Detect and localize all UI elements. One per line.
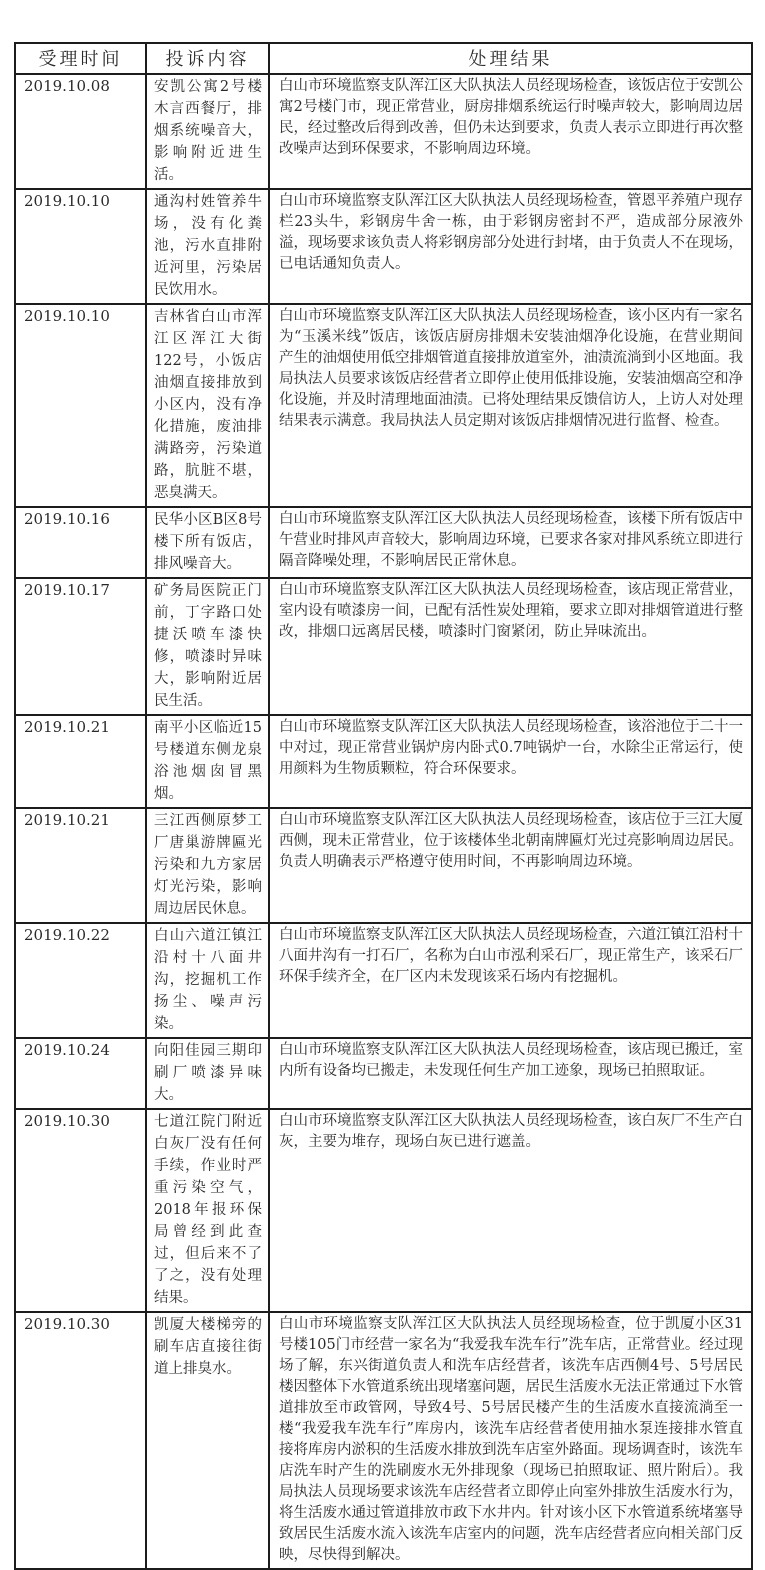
cell-result-text: 白山市环境监察支队浑江区大队执法人员经现场检查，管恩平养殖户现存栏23头牛，彩钢房牛舍一栋，由于彩钢房密封不严，造成部分尿液外溢，现场要求该负责人将彩钢房部分处进行封堵，由于负责人不在现场，已电话通知负责人。 xyxy=(269,189,752,304)
cell-complaint-text: 安凯公寓2号楼木言西餐厅，排烟系统噪音大，影响附近进生活。 xyxy=(146,74,269,189)
cell-complaint-text: 通沟村姓管养牛场，没有化粪池，污水直排附近河里，污染居民饮用水。 xyxy=(146,189,269,304)
table-body xyxy=(15,74,752,1569)
cell-accept-date: 2019.10.10 xyxy=(15,189,146,304)
cell-complaint-text: 白山六道江镇江沿村十八面井沟，挖掘机工作扬尘、噪声污染。 xyxy=(146,923,269,1038)
table-row xyxy=(15,1109,752,1312)
cell-result-text: 白山市环境监察支队浑江区大队执法人员经现场检查，位于凯厦小区31号楼105门市经营一家名为“我爱我车洗车行”洗车店，正常营业。经过现场了解，东兴街道负责人和洗车店经营者，该洗车店西侧4号、5号居民楼因整体下水管道系统出现堵塞问题，居民生活废水无法正常通过下水管道排放至市政管网，导致4号、5号居民楼产生的生活废水直接流淌至一楼“我爱我车洗车行”库房内，该洗车店经营者使用抽水泵连接排水管直接将库房内淤积的生活废水排放到洗车店室外路面。现场调查时，该洗车店洗车时产生的洗刷废水无外排现象（现场已拍照取证、照片附后）。我局执法人员现场要求该洗车店经营者立即停止向室外排放生活废水行为，将生活废水通过管道排放市政下水井内。针对该小区下水管道系统堵塞导致居民生活废水流入该洗车店室内的问题，洗车店经营者应向相关部门反映，尽快得到解决。 xyxy=(269,1312,752,1569)
header-handling-result: 处理结果 xyxy=(269,43,752,74)
table-row xyxy=(15,808,752,923)
table-header-row xyxy=(15,43,752,74)
cell-accept-date: 2019.10.08 xyxy=(15,74,146,189)
cell-accept-date: 2019.10.21 xyxy=(15,808,146,923)
cell-complaint-text: 矿务局医院正门前，丁字路口处捷沃喷车漆快修，喷漆时异味大，影响附近居民生活。 xyxy=(146,578,269,715)
table-row xyxy=(15,715,752,808)
header-complaint-content: 投诉内容 xyxy=(146,43,269,74)
table-row xyxy=(15,578,752,715)
table-row xyxy=(15,304,752,507)
cell-accept-date: 2019.10.30 xyxy=(15,1109,146,1312)
cell-complaint-text: 七道江院门附近白灰厂没有任何手续，作业时严重污染空气，2018年报环保局曾经到此查过，但后来不了了之，没有处理结果。 xyxy=(146,1109,269,1312)
cell-complaint-text: 凯厦大楼梯旁的刷车店直接往街道上排臭水。 xyxy=(146,1312,269,1569)
table-row xyxy=(15,1312,752,1569)
cell-accept-date: 2019.10.17 xyxy=(15,578,146,715)
cell-result-text: 白山市环境监察支队浑江区大队执法人员经现场检查，该店现已搬迁，室内所有设备均已搬走，未发现任何生产加工迹象，现场已拍照取证。 xyxy=(269,1038,752,1109)
cell-complaint-text: 吉林省白山市浑江区浑江大街122号，小饭店油烟直接排放到小区内，没有净化措施，废油排满路旁，污染道路，肮脏不堪，恶臭满天。 xyxy=(146,304,269,507)
cell-accept-date: 2019.10.22 xyxy=(15,923,146,1038)
table-row xyxy=(15,74,752,189)
table-row xyxy=(15,507,752,578)
cell-result-text: 白山市环境监察支队浑江区大队执法人员经现场检查，该饭店位于安凯公寓2号楼门市，现正常营业，厨房排烟系统运行时噪声较大，影响周边居民，经过整改后得到改善，但仍未达到要求，负责人表示立即进行再次整改噪声达到环保要求，不影响周边环境。 xyxy=(269,74,752,189)
header-accept-time: 受理时间 xyxy=(15,43,146,74)
cell-result-text: 白山市环境监察支队浑江区大队执法人员经现场检查，该小区内有一家名为“玉溪米线”饭店，该饭店厨房排烟未安装油烟净化设施，在营业期间产生的油烟使用低空排烟管道直接排放道室外，油渍流淌到小区地面。我局执法人员要求该饭店经营者立即停止使用低排设施，安装油烟高空和净化设施，并及时清理地面油渍。已将处理结果反馈信访人，上访人对处理结果表示满意。我局执法人员定期对该饭店排烟情况进行监督、检查。 xyxy=(269,304,752,507)
cell-accept-date: 2019.10.10 xyxy=(15,304,146,507)
cell-result-text: 白山市环境监察支队浑江区大队执法人员经现场检查，该楼下所有饭店中午营业时排风声音较大，影响周边环境，已要求各家对排风系统立即进行隔音降噪处理，不影响居民正常休息。 xyxy=(269,507,752,578)
table-row xyxy=(15,189,752,304)
cell-complaint-text: 民华小区B区8号楼下所有饭店，排风噪音大。 xyxy=(146,507,269,578)
cell-complaint-text: 南平小区临近15号楼道东侧龙泉浴池烟囱冒黑烟。 xyxy=(146,715,269,808)
cell-result-text: 白山市环境监察支队浑江区大队执法人员经现场检查，六道江镇江沿村十八面井沟有一打石厂，名称为白山市泓利采石厂，现正常生产，该采石厂环保手续齐全，在厂区内未发现该采石场内有挖掘机。 xyxy=(269,923,752,1038)
cell-result-text: 白山市环境监察支队浑江区大队执法人员经现场检查，该店现正常营业，室内设有喷漆房一间，已配有活性炭处理箱，要求立即对排烟管道进行整改，排烟口远离居民楼，喷漆时门窗紧闭，防止异味流出。 xyxy=(269,578,752,715)
cell-complaint-text: 向阳佳园三期印刷厂喷漆异味大。 xyxy=(146,1038,269,1109)
cell-accept-date: 2019.10.16 xyxy=(15,507,146,578)
cell-accept-date: 2019.10.30 xyxy=(15,1312,146,1569)
cell-accept-date: 2019.10.24 xyxy=(15,1038,146,1109)
table-row xyxy=(15,1038,752,1109)
cell-result-text: 白山市环境监察支队浑江区大队执法人员经现场检查，该店位于三江大厦西侧，现未正常营业，位于该楼体坐北朝南牌匾灯光过亮影响周边居民。负责人明确表示严格遵守使用时间，不再影响周边环境。 xyxy=(269,808,752,923)
cell-accept-date: 2019.10.21 xyxy=(15,715,146,808)
table-row xyxy=(15,923,752,1038)
cell-result-text: 白山市环境监察支队浑江区大队执法人员经现场检查，该浴池位于二十一中对过，现正常营业锅炉房内卧式0.7吨锅炉一台，水除尘正常运行，使用颜料为生物质颗粒，符合环保要求。 xyxy=(269,715,752,808)
cell-complaint-text: 三江西侧原梦工厂唐巢游牌匾光污染和九方家居灯光污染，影响周边居民休息。 xyxy=(146,808,269,923)
cell-result-text: 白山市环境监察支队浑江区大队执法人员经现场检查，该白灰厂不生产白灰，主要为堆存，现场白灰已进行遮盖。 xyxy=(269,1109,752,1312)
complaint-table xyxy=(14,42,753,1570)
